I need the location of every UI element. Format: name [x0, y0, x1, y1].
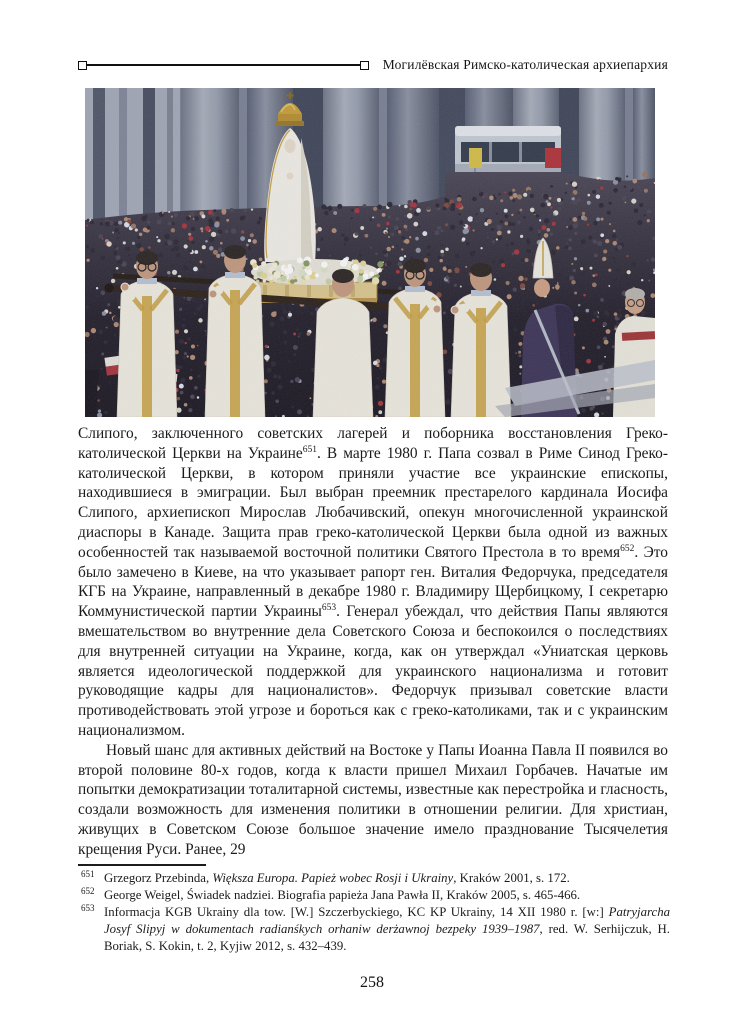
- rule-line: [87, 64, 360, 66]
- photo-tint-overlay: [85, 88, 655, 417]
- header-rule: [78, 61, 369, 70]
- body-text: [78, 424, 668, 860]
- footnote-ref: 653: [321, 603, 337, 614]
- footnote: 653 Informacja KGB Ukrainy dla tow. [W.] Szczerbyckiego, KC KP Ukrainy, 14 XII 1980 r. [w:] Patryjarcha Josyf Slipyj w dokumentach radianśkych orhaniw derżawnoj bezpeky 1939–1987, red. W. Serhijczuk, H. Boriak, S. Kokin, t. 2, Kyjiw 2012, s. 432–439.: [81, 903, 670, 953]
- footnote-number: 653: [81, 903, 95, 913]
- body-paragraph: Новый шанс для активных действий на Востоке у Папы Иоанна Павла II появился во второй половине 80-х годов, когда к власти пришел Михаил Горбачев. Начатые им попытки демократизации тоталитарной системы, известные как перестройка и гласность, создали возможность для изменения политики в отношении религии. Для христиан, живущих в Советском Союзе большое значение имело празднование Тысячелетия крещения Руси. Ранее, 29: [78, 741, 668, 858]
- footnote-italic-title: Patryjarcha Josyf Slipyj w dokumentach radianśkych orhaniw derżawnoj bezpeky 1939–1987: [104, 905, 670, 936]
- footnote-number: 652: [81, 886, 95, 896]
- footnote-ref: 652: [620, 543, 635, 554]
- footnote-separator: [78, 864, 206, 866]
- page-header: [78, 57, 668, 73]
- procession-photo-graphic: [85, 88, 655, 417]
- running-head-title: Могилёвская Римско-католическая архиепархия: [382, 57, 668, 72]
- rule-end-square-left: [78, 61, 87, 70]
- body-paragraph: Слипого, заключенного советских лагерей и поборника восстановления Греко-католической Церкви на Украине$^{651}$. В марте 1980 г. Папа созвал в Риме Синод Греко-католической Церкви, в котором приняли участие все украинские епископы, находившиеся в эмиграции. Был выбран преемник престарелого кардинала Иосифа Слипого, архиепископ Мирослав Любачивский, опекун многочисленной украинской диаспоры в Канаде. Защита прав греко-католической Церкви была одной из важных особенностей так называемой восточной политики Святого Престола в то время$^{652}$. Это было замечено в Киеве, на что указывает рапорт ген. Виталия Федорчука, председателя КГБ на Украине, направленный в декабре 1980 г. Владимиру Щербицкому, I секретарю Коммунистической партии Украины$^{653}$. Генерал убеждал, что действия Папы являются вмешательством во внутренние дела Советского Союза и беспокоился о последствиях для внутренней ситуации на Украине, когда, как он утверждал «Униатская церковь является идеологической поддержкой для украинского национализма и готовит руководящие кадры для националистов». Федорчук призывал советские власти противодействовать этой угрозе и бороться как с греко-католиками, так и с украинским национализмом.: [78, 425, 669, 739]
- footnote-ref: 651: [302, 444, 317, 455]
- rule-end-square-right: [360, 61, 369, 70]
- footnote-number: 651: [81, 869, 95, 879]
- footnotes-section: [78, 870, 670, 955]
- footnote-italic-title: Większa Europa. Papież wobec Rosji i Ukrainy: [212, 871, 454, 885]
- procession-photo: [85, 88, 655, 417]
- footnote: 652 George Weigel, Świadek nadziei. Biografia papieża Jana Pawła II, Kraków 2005, s. 465-466.: [81, 886, 581, 902]
- footnote: 651 Grzegorz Przebinda, Większa Europa. Papież wobec Rosji i Ukrainy, Kraków 2001, s. 172.: [81, 869, 570, 885]
- page-number: 258: [360, 974, 384, 991]
